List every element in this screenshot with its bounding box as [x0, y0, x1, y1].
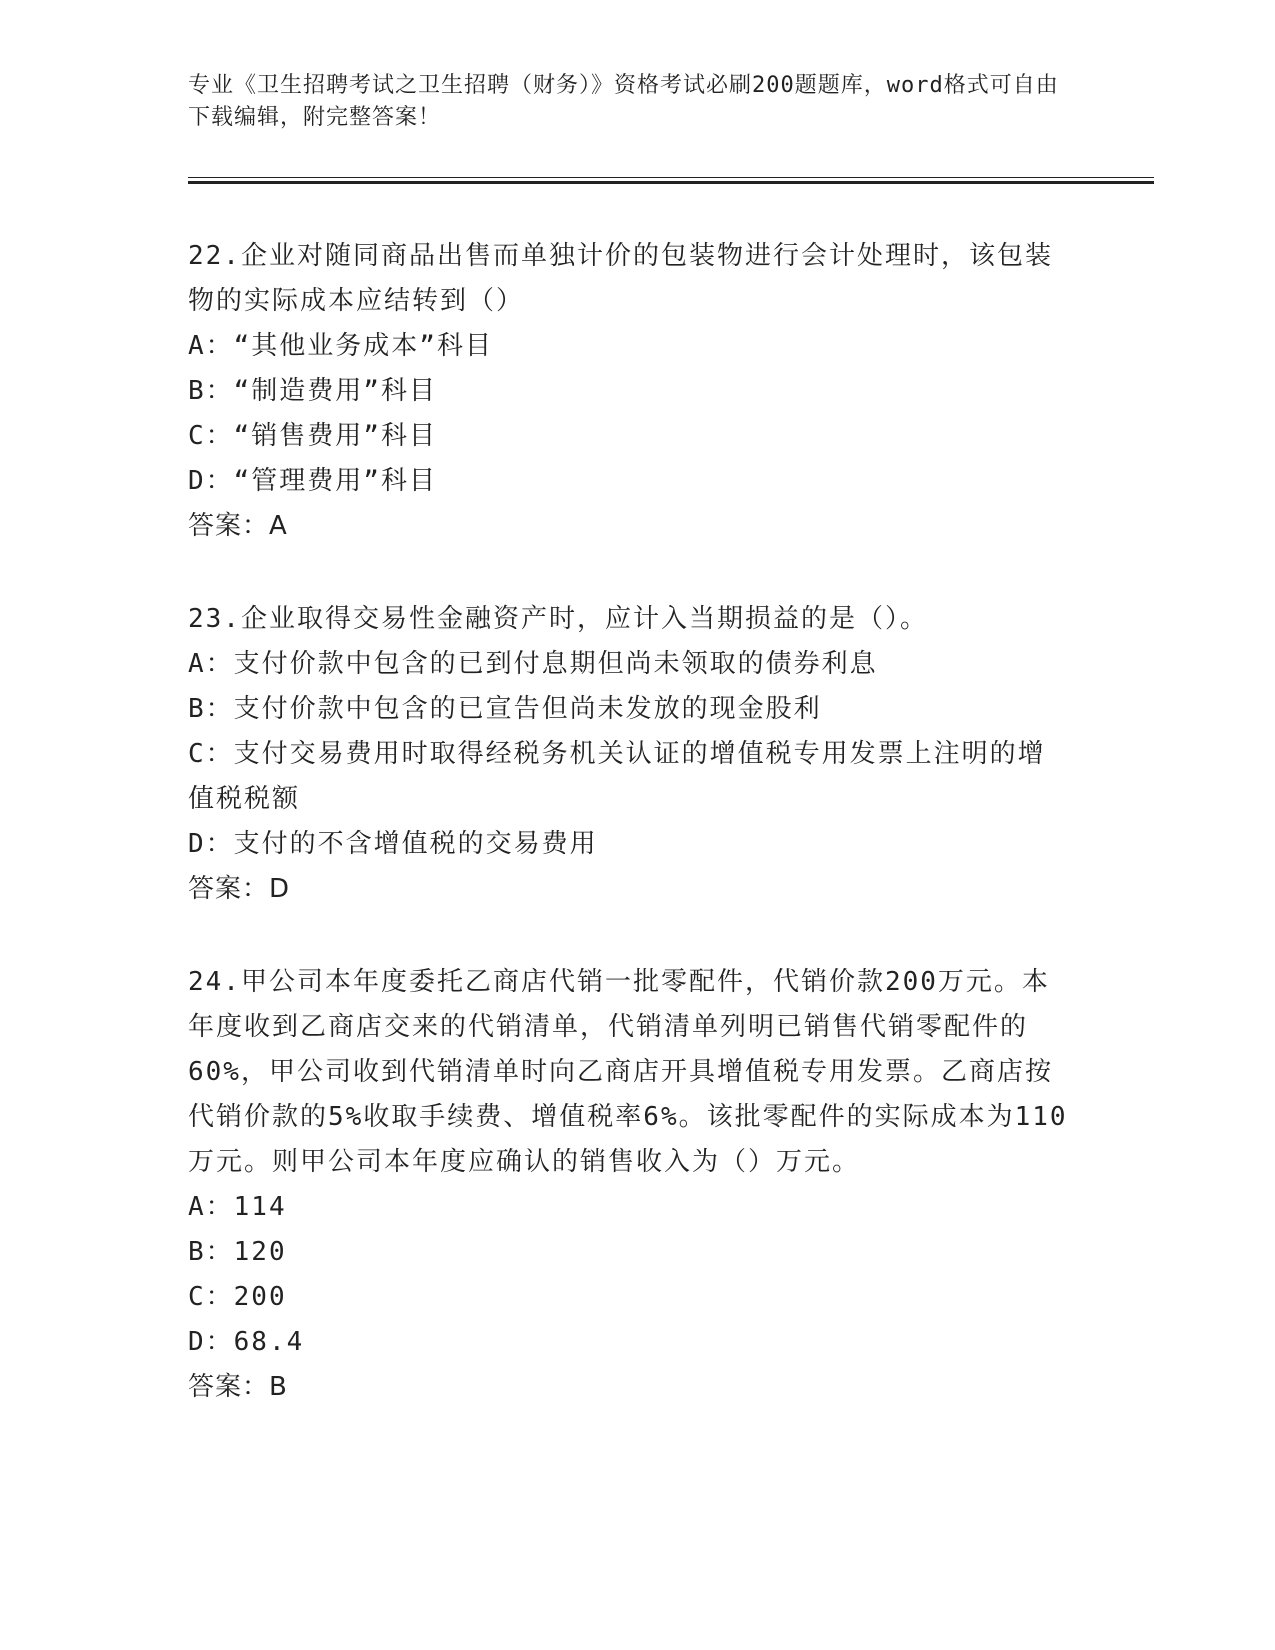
- question-stem: 22.企业对随同商品出售而单独计价的包装物进行会计处理时，该包装物的实际成本应结转到（）: [188, 241, 1053, 316]
- question-24: [188, 960, 1068, 1410]
- option-b: B：120: [188, 1237, 287, 1267]
- option-c: C：支付交易费用时取得经税务机关认证的增值税专用发票上注明的增值税税额: [188, 739, 1046, 814]
- header-divider-thin: [188, 177, 1154, 178]
- option-b: B：支付价款中包含的已宣告但尚未发放的现金股利: [188, 694, 822, 724]
- question-stem: 23.企业取得交易性金融资产时，应计入当期损益的是（）。: [188, 604, 928, 634]
- question-22: [188, 234, 1068, 549]
- question-23: [188, 597, 1068, 912]
- question-stem: 24.甲公司本年度委托乙商店代销一批零配件，代销价款200万元。本年度收到乙商店交来的代销清单，代销清单列明已销售代销零配件的60%，甲公司收到代销清单时向乙商店开具增值税专用发票。乙商店按代销价款的5%收取手续费、增值税率6%。该批零配件的实际成本为110万元。则甲公司本年度应确认的销售收入为（）万元。: [188, 967, 1068, 1177]
- option-c: C：200: [188, 1282, 287, 1312]
- option-a: A：“其他业务成本”科目: [188, 331, 493, 361]
- answer: 答案：D: [188, 874, 291, 904]
- option-a: A：支付价款中包含的已到付息期但尚未领取的债券利息: [188, 649, 878, 679]
- answer: 答案：A: [188, 511, 288, 541]
- answer: 答案：B: [188, 1372, 288, 1402]
- header-divider-thick: [188, 181, 1154, 184]
- option-d: D：支付的不含增值税的交易费用: [188, 829, 598, 859]
- option-c: C：“销售费用”科目: [188, 421, 437, 451]
- option-b: B：“制造费用”科目: [188, 376, 437, 406]
- option-a: A：114: [188, 1192, 287, 1222]
- document-header: 专业《卫生招聘考试之卫生招聘（财务）》资格考试必刷200题题库，word格式可自由下载编辑，附完整答案！: [188, 73, 1059, 130]
- option-d: D：“管理费用”科目: [188, 466, 437, 496]
- option-d: D：68.4: [188, 1327, 305, 1357]
